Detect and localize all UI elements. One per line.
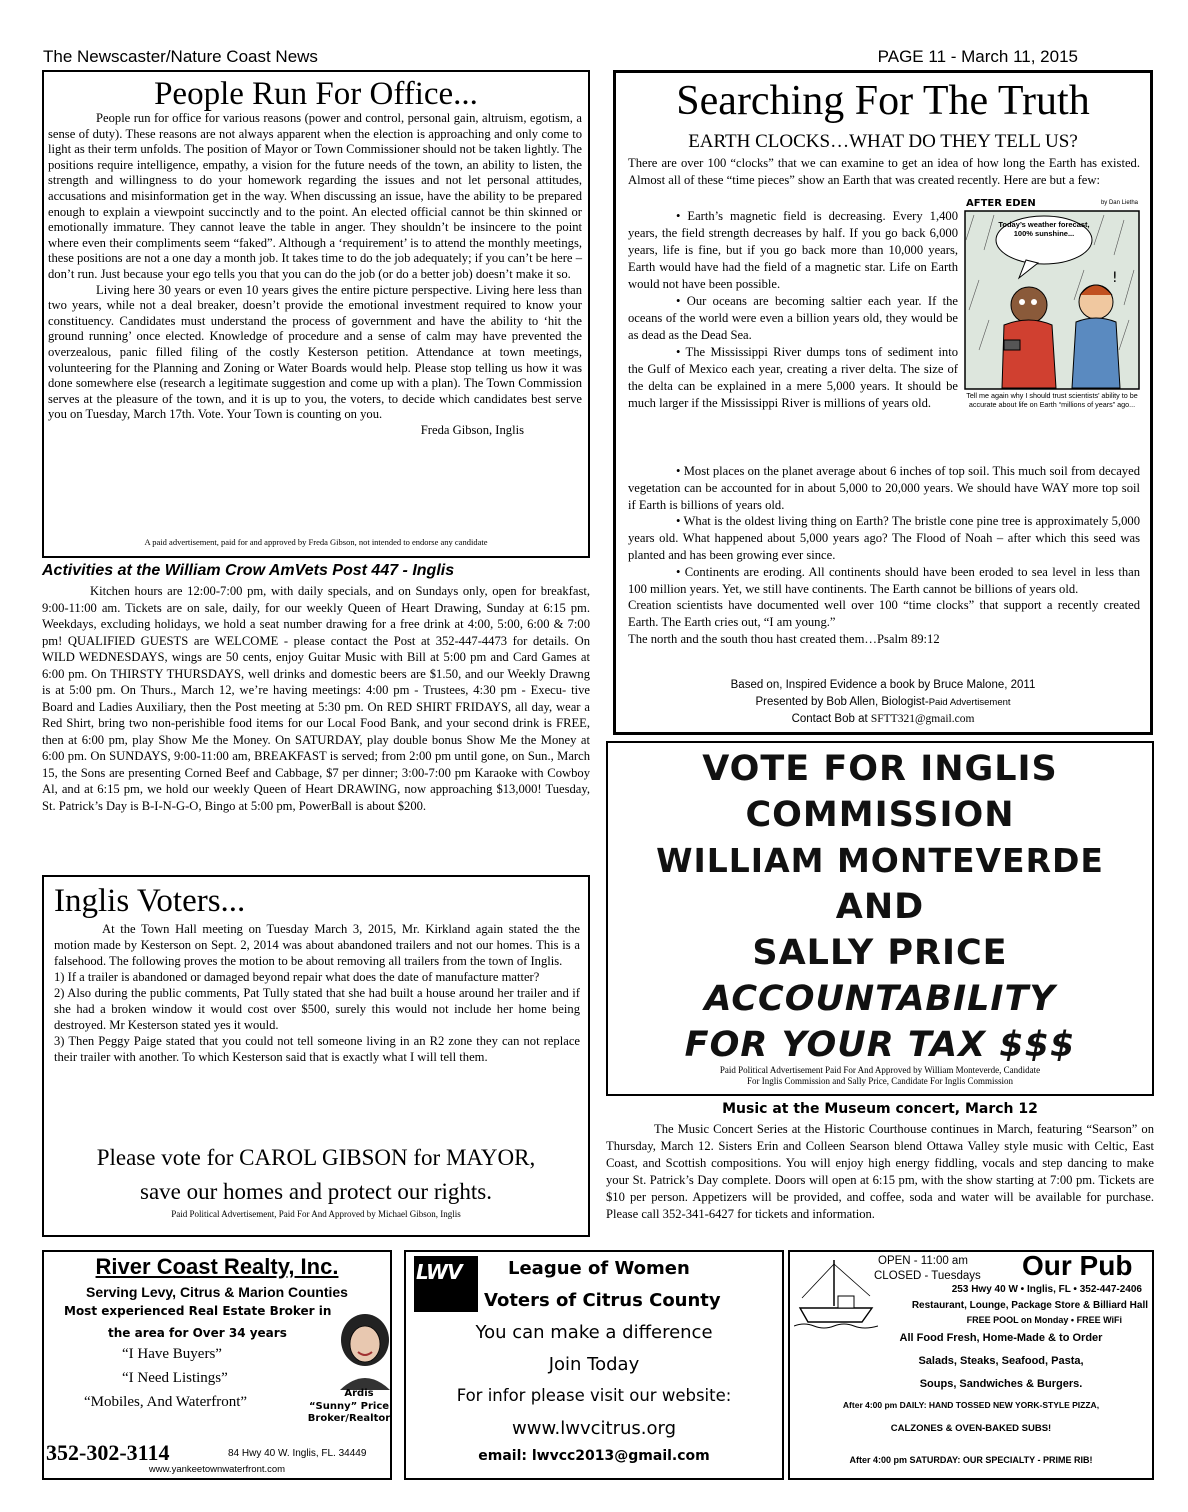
realty-quote-buyers: “I Have Buyers” bbox=[122, 1346, 222, 1362]
truth-credit-presenter: Presented by Bob Allen, Biologist-Paid Advertisement bbox=[755, 696, 1011, 708]
voters-point: 3) Then Peggy Paige stated that you could not tell someone living in an R2 zone they can not replace their trailer with another. To which Kesterson said that is exactly what I will tell them. bbox=[54, 1034, 580, 1064]
vote-disclaimer: Paid Political Advertisement Paid For And Approved by William Monteverde, Candidate For Inglis Commission and Sally Price, Candidate For Inglis Commission bbox=[719, 1065, 1041, 1086]
vote-candidate-2: SALLY PRICE bbox=[752, 933, 1008, 973]
voters-title: Inglis Voters... bbox=[54, 883, 246, 919]
voters-intro: At the Town Hall meeting on Tuesday March 3, 2015, Mr. Kirkland again stated the the motion made by Kesterson on Sept. 2, 2014 was about abandoned trailers and not our homes. This is a falsehood. The following proves the motion to be about removing all trailers from the town of Inglis. bbox=[54, 922, 580, 968]
realty-phone: 352-302-3114 bbox=[46, 1440, 170, 1465]
cartoon-caption: Tell me again why I should trust scientists’ ability to be accurate about life on Earth “millions of years” ago... bbox=[966, 391, 1138, 409]
truth-email-link[interactable]: SFTT321@gmail.com bbox=[870, 713, 975, 725]
truth-bullet: • Earth’s magnetic field is decreasing. Every 1,400 years, the field strength decreases by half. If you go back 6,000 years, life is fine, but if you go back more than 10,000 years, Earth would have had the field of a magnetic star. Life on Earth would not have been possible. bbox=[628, 209, 958, 291]
vote-and: AND bbox=[835, 887, 925, 927]
lwv-join: Join Today bbox=[548, 1354, 640, 1375]
realty-website[interactable]: www.yankeetownwaterfront.com bbox=[148, 1464, 286, 1475]
lwv-logo: LWV bbox=[414, 1256, 478, 1312]
lwv-website[interactable]: www.lwvcitrus.org bbox=[512, 1418, 676, 1439]
voters-point: 2) Also during the public comments, Pat Tully stated that she had built a house around her trailer and if she had a broken window it would cost over $500, surely this would not include her home being destroyed. Mr Kesterson stated yes it would. bbox=[54, 986, 580, 1032]
realty-agent: Ardis “Sunny” Price Broker/Realtor bbox=[307, 1388, 391, 1424]
amvets-title: Activities at the William Crow AmVets Post 447 - Inglis bbox=[42, 562, 455, 579]
truth-title: Searching For The Truth bbox=[676, 78, 1090, 124]
realty-quote-listings: “I Need Listings” bbox=[122, 1370, 228, 1386]
pub-food-3: Soups, Sandwiches & Burgers. bbox=[919, 1378, 1083, 1390]
truth-ad bbox=[613, 70, 1153, 735]
vote-accountability: ACCOUNTABILITY bbox=[704, 979, 1056, 1019]
lwv-difference: You can make a difference bbox=[475, 1322, 713, 1343]
pub-type: Restaurant, Lounge, Package Store & Billiard Hall bbox=[911, 1300, 1148, 1311]
lwv-ad bbox=[404, 1250, 784, 1480]
realty-experience: Most experienced Real Estate Broker in bbox=[64, 1304, 332, 1318]
pub-saturday: After 4:00 pm SATURDAY: OUR SPECIALTY - PRIME RIB! bbox=[849, 1455, 1093, 1465]
vote-candidate-1: WILLIAM MONTEVERDE bbox=[656, 841, 1104, 880]
truth-bullets-full bbox=[628, 463, 1140, 648]
pub-daily: After 4:00 pm DAILY: HAND TOSSED NEW YORK-STYLE PIZZA, bbox=[842, 1400, 1100, 1410]
vote-tax: FOR YOUR TAX $$$ bbox=[684, 1025, 1076, 1065]
voters-point: 1) If a trailer is abandoned or damaged beyond repair what does the date of manufacture matter? bbox=[54, 970, 540, 984]
truth-bullet: • The Mississippi River dumps tons of sediment into the Gulf of Mexico each year, creating a river delta. The size of the delta can be explained in a mere 5,000 years. It should be much larger if the Mississippi River is millions of years old. bbox=[628, 345, 958, 410]
lwv-info: For infor please visit our website: bbox=[456, 1386, 732, 1405]
pub-address: 253 Hwy 40 W • Inglis, FL • 352-447-2406 bbox=[951, 1284, 1142, 1295]
cartoon-byline: by Dan Lietha bbox=[1100, 200, 1138, 206]
voters-ad bbox=[42, 875, 590, 1237]
office-ad bbox=[42, 70, 590, 558]
museum-body: The Music Concert Series at the Historic Courthouse continues in March, featuring “Searson” on Thursday, March 12. Sisters Erin and Colleen Searson blend Ottawa Valley style music with Celtic, East Coast, and Scottish compositions. You will enjoy high energy fiddling, vocals and step dancing to make your St. Patrick’s Day complete. Doors will open at 6:15 pm, with the show starting at 7:00 pm. Tickets are $10 per person. Appetizers will be provided, and coffee, soda and water will be available for purchase. Please call 352-341-6427 for tickets and information. bbox=[606, 1122, 1154, 1221]
museum-title: Music at the Museum concert, March 12 bbox=[722, 1101, 1038, 1117]
cartoon bbox=[964, 198, 1140, 428]
truth-bullet: • Most places on the planet average about 6 inches of top soil. This much soil from decayed vegetation can be accounted for in about 5,000 to 20,000 years. We should have WAY more top soil if Earth is billions of years old. bbox=[628, 464, 1140, 512]
amvets-body bbox=[42, 583, 590, 814]
office-title: People Run For Office... bbox=[154, 76, 478, 112]
realty-serving: Serving Levy, Citrus & Marion Counties bbox=[86, 1284, 348, 1300]
office-paragraph: Living here 30 years or even 10 years gives the entire picture perspective. Living here less than two years, while not a deal breaker, doesn’t provide the emotional investment required to know your constituency. Candidates must understand the process of government and have the ability to ‘hit the ground running’ once elected. Knowledge of procedure and a sense of calm may have prevented the overzealous, panic filled filing of the costly Kesterson petition. Attendance at town meetings, volunteering for the Planning and Zoning or Water Boards would help. Please stop telling us how it was done somewhere else (research a legitimate suggestion and come up with a plan). The Town Commission serves at the pleasure of the town, and it is up to you, the voters, to decide which candidates best serve you on Tuesday, March 17th. Vote. Your Town is counting on you. bbox=[48, 282, 582, 422]
truth-bullet: • What is the oldest living thing on Earth? The bristle cone pine tree is approximately 5,000 years old. What happened about 5,000 years ago? The Flood of Noah – after which this seed was planted and has been growing ever since. bbox=[628, 514, 1140, 562]
cartoon-title: AFTER EDEN bbox=[966, 198, 1036, 209]
lwv-email[interactable]: email: lwvcc2013@gmail.com bbox=[478, 1448, 710, 1464]
vote-ad bbox=[606, 741, 1154, 1096]
boat-icon bbox=[794, 1256, 878, 1334]
pub-hours: OPEN - 11:00 am CLOSED - Tuesdays bbox=[874, 1255, 981, 1282]
office-paragraph: People run for office for various reasons (power and control, personal gain, altruism, egotism, a sense of duty). These reasons are not always apparent when the election is approaching and only come to light as their term unfolds. The position of Mayor or Town Commissioner should not be taken lightly. The positions require intelligence, empathy, a vision for the future needs of the town, an ability to listen, the strength and willingness to do your homework regarding the issues and not let personal attitudes, accusations and misinformation get in the way. When discussing an issue, have the ability to be prepared enough to explain a viewpoint succinctly and to the point. An elected official cannot be thin skinned or emotionally immature. They cannot leave the table in anger. They shouldn’t be insincere to the point where even their compliments seem “faked”. Although a ‘requirement’ is to attend the monthly meetings, these positions are not a one day a month job. It takes time to do the job adequately; if you can’t be here – don’t run. Just because your ego tells you that you can do the job (or do a better job) doesn’t make it so. bbox=[48, 111, 582, 281]
realty-address: 84 Hwy 40 W. Inglis, FL. 34449 bbox=[228, 1448, 367, 1459]
pub-food-2: Salads, Steaks, Seafood, Pasta, bbox=[918, 1355, 1084, 1367]
realty-ad bbox=[42, 1250, 392, 1480]
truth-bullet: • Continents are eroding. All continents should have been eroded to sea level in less than 100 million years. Yet, we still have continents. The Earth cannot be billions of years old. bbox=[628, 564, 1140, 596]
pub-calzones: CALZONES & OVEN-BAKED SUBS! bbox=[890, 1423, 1052, 1434]
truth-bullets-left bbox=[628, 208, 958, 412]
truth-subtitle: EARTH CLOCKS…WHAT DO THEY TELL US? bbox=[688, 131, 1078, 152]
lwv-name-1: League of Women bbox=[508, 1258, 690, 1279]
page-date: PAGE 11 - March 11, 2015 bbox=[877, 47, 1078, 66]
pub-ad bbox=[788, 1250, 1154, 1480]
office-signature: Freda Gibson, Inglis bbox=[420, 422, 524, 437]
truth-bullet: • Our oceans are becoming saltier each year. If the oceans of the world were even a billion years old, they would be as dead as the Dead Sea. bbox=[628, 294, 958, 342]
truth-credit-book: Based on, Inspired Evidence a book by Bruce Malone, 2011 bbox=[730, 679, 1036, 691]
pub-name: Our Pub bbox=[1022, 1250, 1133, 1281]
office-disclaimer: A paid advertisement, paid for and approved by Freda Gibson, not intended to endorse any candidate bbox=[144, 537, 488, 547]
truth-psalm: The north and the south thou hast created them…Psalm 89:12 bbox=[628, 631, 940, 646]
voters-appeal: Please vote for CAROL GIBSON for MAYOR, save our homes and protect our rights. bbox=[96, 1145, 536, 1204]
agent-photo bbox=[334, 1310, 396, 1390]
vote-commission: COMMISSION bbox=[745, 795, 1015, 835]
truth-credits bbox=[616, 677, 1150, 728]
voters-disclaimer: Paid Political Advertisement, Paid For And Approved by Michael Gibson, Inglis bbox=[171, 1209, 461, 1219]
pub-food-1: All Food Fresh, Home-Made & to Order bbox=[899, 1332, 1103, 1344]
publication-name: The Newscaster/Nature Coast News bbox=[43, 47, 318, 66]
cartoon-bubble: Today’s weather forecast, 100% sunshine... bbox=[998, 220, 1090, 238]
amvets-paragraph: Kitchen hours are 12:00-7:00 pm, with daily specials, and on Sundays only, open for breakfast, 9:00-11:00 am. Tickets are on sale, daily, for our weekly Queen of Heart Drawing, Sunday at 6:15 pm. Weekdays, excluding holidays, we hold a seat number drawing for a free drink at 4:00, 5:00, 6:00 & 7:00 pm! QUALIFIED GUESTS are WELCOME - please contact the Post at 352-447-4473 for details. On WILD WEDNESDAYS, wings are 50 cents, enjoy Guitar Music with Bill at 5:00 pm and Card Games at 6:00 pm. On THIRSTY THURSDAYS, well drinks and domestic beers are $1.50, and our Weekly Drawng is at 5:00 pm. On Thurs., March 12, we’re having meetings: 4:00 pm - Trustees, 4:30 pm - Execu- tive Board and Ladies Auxiliary, then the Post meeting at 5:30 pm. On RED SHIRT FRIDAYS, all day, wear a Red Shirt, bring two non-perishible food items for our Local Food Bank, and your second drink is FREE, then at 6:00 pm, play Show Me the Money. On SATURDAY, play double bonus Show Me the Money at 6:00 pm. On SUNDAYS, 9:00-11:00 am, BREAKFAST is served; from 2:00 pm until gone, on Sun., March 15, the Sons are presenting Corned Beef and Cabbage, $7 per dinner; 3:00-7:00 pm Karaoke with Cowboy Al, and at 6:15 pm, we hold our weekly Queen of Heart DRAWING, now approaching $13,000! Tuesday, St. Patrick’s Day is B-I-N-G-O, Bingo at 5:00 pm, PowerBall is about $200. bbox=[42, 584, 590, 813]
realty-name: River Coast Realty, Inc. bbox=[95, 1254, 339, 1279]
voters-body bbox=[54, 921, 580, 1065]
lwv-name-2: Voters of Citrus County bbox=[484, 1290, 721, 1311]
truth-closing: Creation scientists have documented well over 100 “time clocks” that support a recently created Earth. The Earth cries out, “I am young.” bbox=[628, 598, 1140, 630]
truth-intro: There are over 100 “clocks” that we can examine to get an idea of how long the Earth has existed. Almost all of these “time pieces” show an Earth that was created recently. Here are but a few: bbox=[628, 156, 1140, 187]
svg-text:!: ! bbox=[1112, 270, 1118, 286]
truth-contact: Contact Bob at SFTT321@gmail.com bbox=[791, 713, 975, 725]
realty-quote-mobiles: “Mobiles, And Waterfront” bbox=[84, 1394, 248, 1410]
pub-pool: FREE POOL on Monday • FREE WiFi bbox=[966, 1315, 1122, 1325]
vote-headline: VOTE FOR INGLIS bbox=[702, 749, 1058, 789]
realty-years: the area for Over 34 years bbox=[108, 1326, 287, 1340]
office-body bbox=[48, 111, 582, 438]
